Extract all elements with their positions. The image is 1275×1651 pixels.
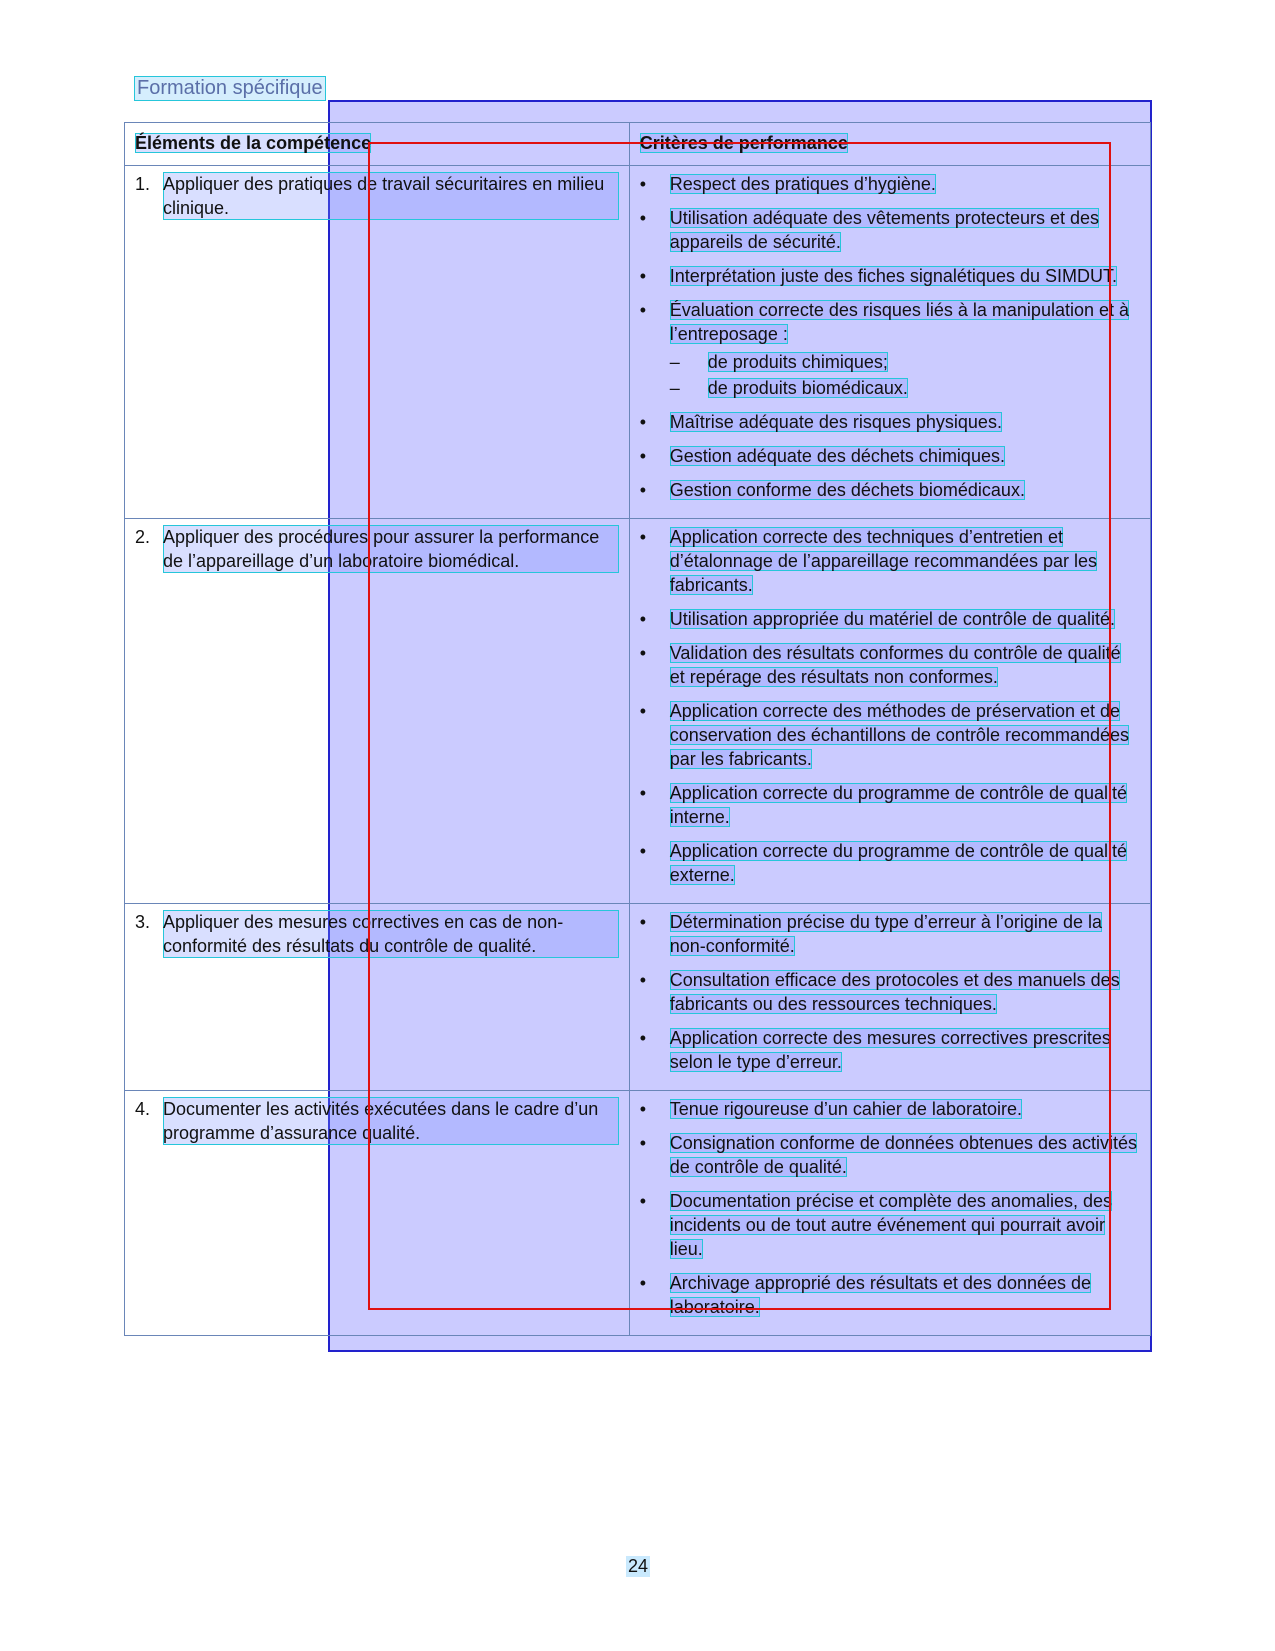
criterion-text: Documentation précise et complète des anomalies, des incidents ou de tout autre événement qui pourrait avoir lieu. xyxy=(669,1191,1112,1259)
criterion-text: Application correcte du programme de contrôle de qualité externe. xyxy=(669,841,1128,885)
criterion-text: Interprétation juste des fiches signalétiques du SIMDUT. xyxy=(669,266,1117,286)
criterion-text: Utilisation adéquate des vêtements protecteurs et des appareils de sécurité. xyxy=(669,208,1099,252)
criterion-text: Application correcte du programme de contrôle de qualité interne. xyxy=(669,783,1128,827)
section-title: Formation spécifique xyxy=(134,76,326,101)
element-number: 3. xyxy=(135,912,151,932)
criterion-text: Évaluation correcte des risques liés à la manipulation et à l’entreposage : xyxy=(669,300,1130,344)
element-text: Appliquer des pratiques de travail sécuritaires en milieu clinique. xyxy=(163,172,619,220)
criterion-text: Consultation efficace des protocoles et des manuels des fabricants ou des ressources techniques. xyxy=(669,970,1120,1014)
annotation-overlay-highlight xyxy=(368,142,1111,1310)
element-number: 4. xyxy=(135,1099,151,1119)
criterion-subitem: – de produits biomédicaux. xyxy=(670,376,1140,400)
element-number: 1. xyxy=(135,174,151,194)
criterion-text: Détermination précise du type d’erreur à l’origine de la non-conformité. xyxy=(669,912,1102,956)
criterion-text: Consignation conforme de données obtenues des activités de contrôle de qualité. xyxy=(669,1133,1138,1177)
criterion-text: Validation des résultats conformes du contrôle de qualité et repérage des résultats non conformes. xyxy=(669,643,1121,687)
criterion-text: Gestion conforme des déchets biomédicaux. xyxy=(669,480,1025,500)
header-criteria: Critères de performance xyxy=(629,123,1150,166)
criterion-text: Application correcte des méthodes de préservation et de conservation des échantillons de contrôle recommandées par les fabricants. xyxy=(669,701,1130,769)
criterion-text: Tenue rigoureuse d’un cahier de laboratoire. xyxy=(669,1099,1022,1119)
header-elements: Éléments de la compétence xyxy=(125,123,630,166)
element-number: 2. xyxy=(135,527,151,547)
criterion-text: Gestion adéquate des déchets chimiques. xyxy=(669,446,1005,466)
criterion-text: Application correcte des techniques d’entretien et d’étalonnage de l’appareillage recommandées par les fabricants. xyxy=(669,527,1098,595)
criterion-text: Maîtrise adéquate des risques physiques. xyxy=(669,412,1002,432)
element-text: Appliquer des procédures pour assurer la performance de l’appareillage d’un laboratoire biomédical. xyxy=(163,525,619,573)
criterion-text: Utilisation appropriée du matériel de contrôle de qualité. xyxy=(669,609,1116,629)
element-text: Appliquer des mesures correctives en cas de non-conformité des résultats du contrôle de qualité. xyxy=(163,910,619,958)
criterion-text: Respect des pratiques d’hygiène. xyxy=(669,174,936,194)
criterion-subitem: – de produits chimiques; xyxy=(670,350,1140,374)
criterion-text: Archivage approprié des résultats et des données de laboratoire. xyxy=(669,1273,1092,1317)
element-text: Documenter les activités exécutées dans le cadre d’un programme d’assurance qualité. xyxy=(163,1097,619,1145)
criterion-text: Application correcte des mesures correctives prescrites selon le type d’erreur. xyxy=(669,1028,1111,1072)
page-number: 24 xyxy=(628,1556,649,1576)
